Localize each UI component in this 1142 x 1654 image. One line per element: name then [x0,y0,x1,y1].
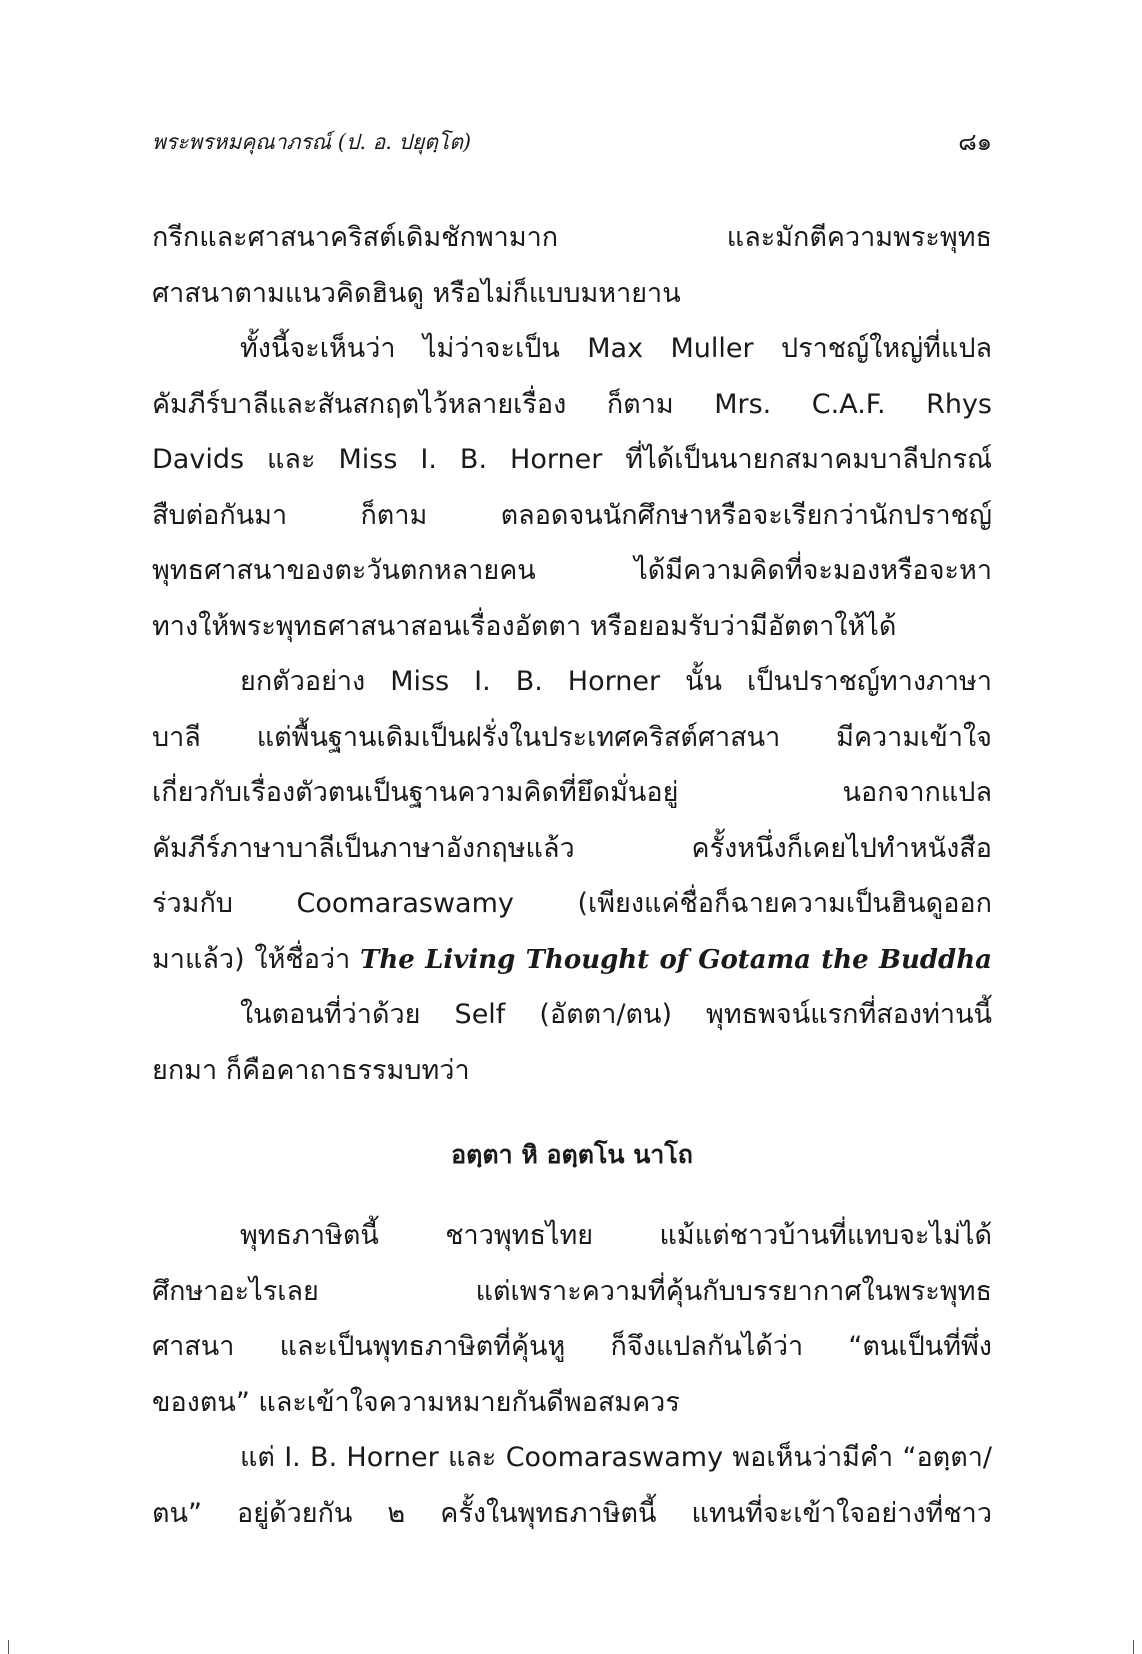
page-number: ๘๑ [958,128,992,156]
text-line-prefix: มาแล้ว) ให้ชื่อว่า [152,943,361,975]
text-line: ร่วมกับ Coomaraswamy (เพียงแค่ชื่อก็ฉายความเป็นฮินดูออก [152,888,992,919]
text-line: ของตน” และเข้าใจความหมายกันดีพอสมควร [152,1386,680,1418]
text-line: เกี่ยวกับเรื่องตัวตนเป็นฐานความคิดที่ยึดมั่นอยู่ นอกจากแปล [152,777,992,808]
text-line: ศาสนา และเป็นพุทธภาษิตที่คุ้นหู ก็จึงแปลกันได้ว่า “ตนเป็นที่พึ่ง [152,1331,992,1362]
text-line: พุทธศาสนาของตะวันตกหลายคน ได้มีความคิดที่จะมองหรือจะหา [152,555,992,586]
text-line: ในตอนที่ว่าด้วย Self (อัตตา/ตน) พุทธพจน์แรกที่สองท่านนี้ [240,999,992,1030]
crop-mark-left [8,1640,9,1654]
text-line: ตน” อยู่ด้วยกัน ๒ ครั้งในพุทธภาษิตนี้ แทนที่จะเข้าใจอย่างที่ชาว [152,1497,992,1529]
text-line: ยกตัวอย่าง Miss I. B. Horner นั้น เป็นปราชญ์ทางภาษา [240,666,992,697]
text-line: พุทธภาษิตนี้ ชาวพุทธไทย แม้แต่ชาวบ้านที่แทบจะไม่ได้ [240,1220,992,1251]
pali-verse: อตฺตา หิ อตฺตโน นาโถ [451,1140,693,1169]
text-line [152,932,992,988]
text-line: ทางให้พระพุทธศาสนาสอนเรื่องอัตตา หรือยอมรับว่ามีอัตตาให้ได้ [152,610,897,642]
body-text [152,210,992,1541]
text-line: แต่ I. B. Horner และ Coomaraswamy พอเห็นว่ามีคำ “อตฺตา/ [240,1442,992,1473]
running-title: พระพรหมคุณาภรณ์ (ป. อ. ปยุตฺโต) [152,130,472,154]
text-line: คัมภีร์ภาษาบาลีเป็นภาษาอังกฤษแล้ว ครั้งหนึ่งก็เคยไปทำหนังสือ [152,832,992,864]
text-line: ยกมา ก็คือคาถาธรรมบทว่า [152,1054,470,1086]
text-line: ทั้งนี้จะเห็นว่า ไม่ว่าจะเป็น Max Muller ปราชญ์ใหญ่ที่แปล [240,333,992,364]
text-line: กรีกและศาสนาคริสต์เดิมชักพามาก และมักตีความพระพุทธ [152,222,992,253]
book-title: The Living Thought of Gotama the Buddha [360,944,992,975]
text-line: บาลี แต่พื้นฐานเดิมเป็นฝรั่งในประเทศคริสต์ศาสนา มีความเข้าใจ [152,721,992,753]
text-line: ศึกษาอะไรเลย แต่เพราะความที่คุ้นกับบรรยากาศในพระพุทธ [152,1275,992,1307]
text-line: คัมภีร์บาลีและสันสกฤตไว้หลายเรื่อง ก็ตาม Mrs. C.A.F. Rhys [152,388,992,420]
page-header [152,122,992,162]
text-line: Davids และ Miss I. B. Horner ที่ได้เป็นนายกสมาคมบาลีปกรณ์ [152,444,992,475]
text-line: สืบต่อกันมา ก็ตาม ตลอดจนนักศึกษาหรือจะเรียกว่านักปราชญ์ [152,499,992,531]
crop-mark-right [1133,1640,1134,1654]
text-line: ศาสนาตามแนวคิดฮินดู หรือไม่ก็แบบมหายาน [152,277,681,309]
